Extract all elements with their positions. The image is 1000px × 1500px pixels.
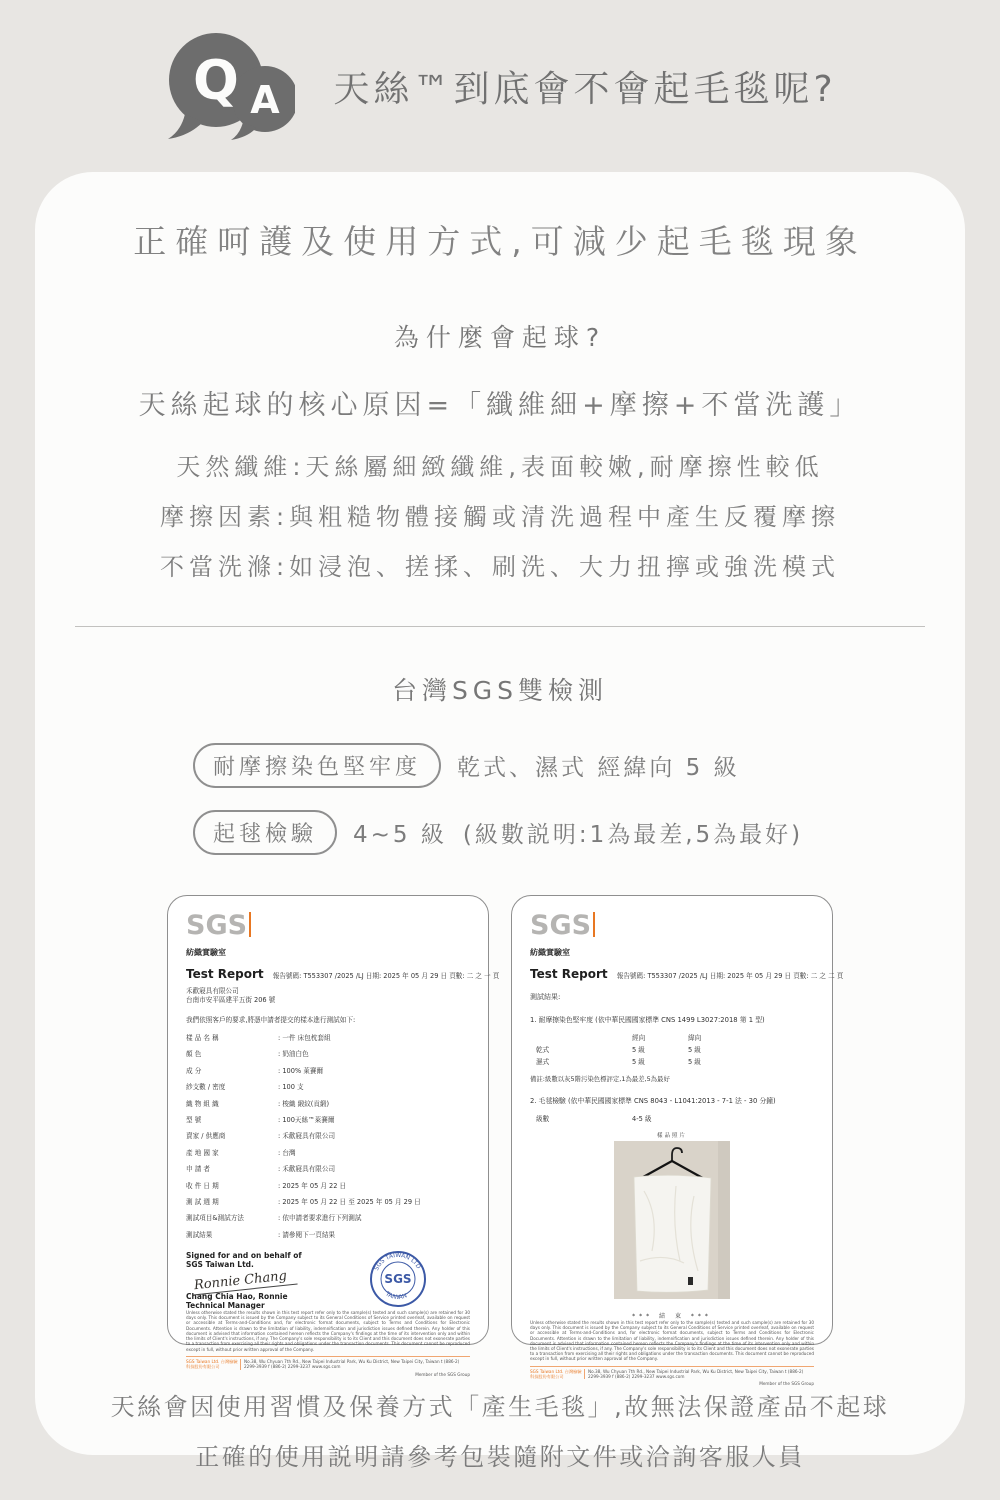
test-result-pilling: 4~5 級 <box>353 822 447 848</box>
test-report-title: Test Report <box>186 967 264 981</box>
bottom-notes <box>35 1387 965 1472</box>
sgs-test-list <box>193 743 965 855</box>
lab-name: 紡織實驗室 <box>530 948 570 957</box>
test-report-meta: 報告號碼: T553307 /2025 /LJ 日期: 2025 年 05 月 29 日 頁數: 二 之 二 頁 <box>616 972 844 980</box>
footer-address: No.38, Wu Chyuan 7th Rd., New Taipei Industrial Park, Wu Ku District, New Taipei City, Taiwan t (886-2) 2299-3939 f (886-2) 2299-3237 www.sgs.com <box>244 1358 460 1370</box>
test-badge-pilling: 起毬檢驗 <box>193 810 337 855</box>
report-fields <box>186 1032 470 1245</box>
footer-address: No.38, Wu Chyuan 7th Rd., New Taipei Industrial Park, Wu Ku District, New Taipei City, Taiwan t (886-2) 2299-3939 f (886-2) 2299-3237 www.sgs.com <box>588 1368 804 1380</box>
sgs-reports <box>35 895 965 1387</box>
footer-member-line: Member of the SGS Group <box>759 1381 814 1387</box>
sgs-section-title: 台灣SGS雙檢測 <box>391 676 609 705</box>
test-report-line <box>530 963 844 982</box>
lab-name: 紡織實驗室 <box>186 948 226 957</box>
test1-title: 1. 耐摩擦染色堅牢度 (依中華民國國家標準 CNS 1499 L3027:2018 第 1 型) <box>530 1016 765 1024</box>
photo-caption-top: 樣品照片 <box>656 1133 687 1139</box>
test-row-pilling <box>193 810 965 855</box>
field-row: 測試項目&測試方法 : 依申請者要求進行下列測試 <box>186 1214 362 1223</box>
col-weft: 緯向 <box>688 1034 702 1042</box>
report-intro: 我們依照客戶的要求,將憑申請者提交的樣本進行測試如下: <box>186 1016 356 1024</box>
svg-text:SGS TAIWAN LTD: SGS TAIWAN LTD <box>372 1252 422 1272</box>
signed-for-line: Signed for and on behalf of <box>186 1251 302 1261</box>
table-note: 備註:級數以灰5階污染色標評定,1為最差,5為最好 <box>530 1075 670 1083</box>
sgs-logo <box>530 912 814 939</box>
sgs-logo-text: SGS <box>530 910 592 941</box>
footer-company: SGS Taiwan Ltd. 台灣檢驗科技股份有限公司 <box>186 1359 241 1370</box>
care-points <box>35 442 965 592</box>
applicant-address <box>186 987 470 1004</box>
svg-text:TAIWAN: TAIWAN <box>384 1290 409 1302</box>
col-warp: 經向 <box>632 1034 646 1042</box>
sgs-logo <box>186 912 470 939</box>
a-letter: A <box>250 78 281 122</box>
sample-photo-section <box>530 1131 814 1320</box>
signature-block <box>186 1251 470 1310</box>
test2-title: 2. 毛毬檢驗 (依中華民國國家標準 CNS 8043 - L1041:2013 - 7-1 法 - 30 分鐘) <box>530 1097 776 1105</box>
field-row: 申 請 者 : 禾歡寢具有限公司 <box>186 1165 336 1174</box>
sgs-logo-orange-bar <box>249 912 251 937</box>
footer-company: SGS Taiwan Ltd. 台灣檢驗科技股份有限公司 <box>530 1369 585 1380</box>
page-title: 天絲™到底會不會起毛毯呢? <box>333 68 837 110</box>
results-title: 測試結果: <box>530 993 561 1001</box>
page-header <box>0 0 1000 172</box>
sgs-report-page1 <box>167 895 500 1377</box>
section-divider <box>75 626 925 627</box>
main-card <box>35 172 965 1471</box>
report-fine-print: Unless otherwise stated the results shown in this test report refer only to the sample(s) tested and such sample(s) are retained for 30 days only. This document is issued by the Company subject to its General Conditions of Service printed overleaf, available on request or accessible at Terms-and-Conditions and, for electronic format documents, subject to Terms and Conditions for Electronic Documents. Attention is drawn to the limitation of liability, indemnification and jurisdiction issues defined therein. Any holder of this document is advised that information contained hereon reflects the Company's findings at the time of its intervention only and within the limits of Client's instructions, if any. The Company's sole responsibility is to its Client and this document does not exonerate parties to a transaction from exercising all their rights and obligations under the transaction documents. This document cannot be reproduced except in full, without prior written approval of the Company. <box>186 1310 470 1352</box>
signer-title: Technical Manager <box>186 1301 265 1311</box>
test-badge-colorfastness: 耐摩擦染色堅牢度 <box>193 743 441 788</box>
field-row: 產 地 國 家 : 台灣 <box>186 1148 296 1157</box>
footer-member-line: Member of the SGS Group <box>415 1371 470 1377</box>
care-point-fiber: 天然纖維:天絲屬細緻纖維,表面較嫩,耐摩擦性較低 <box>176 453 824 481</box>
report-footer <box>186 1356 470 1370</box>
core-reason-line: 天絲起球的核心原因=「纖維細+摩擦+不當洗護」 <box>138 390 862 421</box>
report-fine-print: Unless otherwise stated the results shown in this test report refer only to the sample(s) tested and such sample(s) are retained for 30 days only. This document is issued by the Company subject to its General Conditions of Service printed overleaf, available on request or accessible at Terms-and-Conditions and, for electronic format documents, subject to Terms and Conditions for Electronic Documents. Attention is drawn to the limitation of liability, indemnification and jurisdiction issues defined therein. Any holder of this document is advised that information contained hereon reflects the Company's findings at the time of its intervention only and within the limits of Client's instructions, if any. The Company's sole responsibility is to its Client and this document does not exonerate parties to a transaction from exercising all their rights and obligations under the transaction documents. This document cannot be reproduced except in full, without prior written approval of the Company. <box>530 1320 814 1362</box>
test-report-line <box>186 963 500 982</box>
field-row: 測 試 週 期 : 2025 年 05 月 22 日 至 2025 年 05 月 29 日 <box>186 1197 421 1206</box>
photo-caption-end: *** 結 束 *** <box>632 1313 712 1320</box>
q-letter: Q <box>193 49 240 112</box>
svg-text:SGS: SGS <box>384 1272 412 1287</box>
field-row: 型 號 : 100天絲™萊賽爾 <box>186 1115 335 1124</box>
grade-value: 4-5 級 <box>632 1115 652 1123</box>
applicant-street: 台南市安平區建平五街 206 號 <box>186 995 276 1004</box>
handwritten-signature: Ronnie Chang <box>191 1268 297 1296</box>
care-point-friction: 摩擦因素:與粗糙物體接觸或清洗過程中產生反覆摩擦 <box>159 503 841 531</box>
field-row: 織 物 組 織 : 梭織 緞紋(貢緞) <box>186 1099 330 1108</box>
sgs-logo-text: SGS <box>186 910 248 941</box>
test-row-colorfastness <box>193 743 965 788</box>
bottom-note-1: 天絲會因使用習慣及保養方式「產生毛毯」,故無法保證產品不起球 <box>110 1393 890 1421</box>
test-report-meta: 報告號碼: T553307 /2025 /LJ 日期: 2025 年 05 月 29 日 頁數: 二 之 一 頁 <box>272 972 500 980</box>
field-row: 樣 品 名 稱 : 一件 床包枕套組 <box>186 1034 331 1042</box>
report-footer <box>530 1366 814 1380</box>
field-row: 測試結果 : 請參閱下一頁結果 <box>186 1230 336 1239</box>
pilling-grade-row <box>530 1113 814 1123</box>
sample-fabric-photo <box>614 1141 730 1303</box>
sgs-report-page2 <box>511 895 844 1387</box>
field-row: 收 件 日 期 : 2025 年 05 月 22 日 <box>186 1181 347 1190</box>
test-report-title: Test Report <box>530 967 608 981</box>
care-point-washing: 不當洗滌:如浸泡、搓揉、刷洗、大力扭擰或強洗模式 <box>159 553 841 581</box>
bottom-note-2: 正確的使用説明請參考包裝隨附文件或洽詢客服人員 <box>195 1443 805 1471</box>
applicant-name: 禾歡寢具有限公司 <box>186 987 239 995</box>
table-row-wet: 濕式 5 級 5 級 <box>536 1057 701 1066</box>
sgs-taiwan-line: SGS Taiwan Ltd. <box>186 1260 254 1270</box>
sgs-round-stamp-icon <box>368 1249 428 1313</box>
test-result-pilling-note: (級數説明:1為最差,5為最好) <box>462 822 804 848</box>
grade-label: 級數 <box>536 1115 550 1123</box>
field-row: 紗支數 / 密度 : 100 支 <box>186 1083 304 1092</box>
qa-speech-bubbles-icon <box>163 30 295 146</box>
colorfastness-table <box>536 1032 814 1067</box>
field-row: 顏 色 : 奶油白色 <box>186 1050 309 1059</box>
care-heading: 正確呵護及使用方式,可減少起毛毯現象 <box>133 222 867 261</box>
sgs-logo-orange-bar <box>593 912 595 937</box>
table-row-dry: 乾式 5 級 5 級 <box>536 1046 701 1054</box>
signer-name: Chang Chia Hao, Ronnie <box>186 1292 288 1302</box>
why-pilling-title: 為什麼會起球? <box>393 323 607 352</box>
field-row: 賣家 / 供應商 : 禾歡寢具有限公司 <box>186 1132 336 1141</box>
field-row: 成 分 : 100% 萊賽爾 <box>186 1066 324 1075</box>
test-result-colorfastness: 乾式、濕式 經緯向 5 級 <box>457 755 740 781</box>
